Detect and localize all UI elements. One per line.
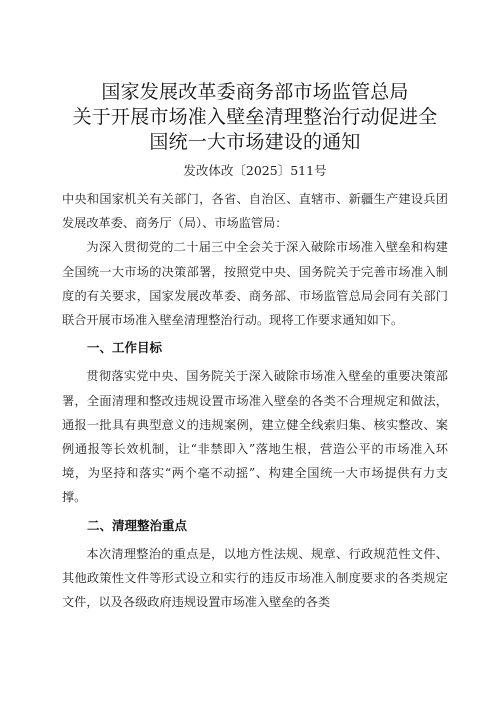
document-title bbox=[62, 80, 448, 155]
title-line-3: 国统一大市场建设的通知 bbox=[149, 131, 361, 153]
section-heading: 二、清理整治重点 bbox=[87, 517, 188, 533]
section-heading: 一、工作目标 bbox=[87, 340, 163, 356]
section-key-points bbox=[62, 514, 448, 615]
section-paragraph: 贯彻落实党中央、国务院关于深入破除市场准入壁垒的重要决策部署，全面清理和整改违规设置市场准入壁垒的各类不合理规定和做法，通报一批具有典型意义的违规案例，建立健全线索归集、核实整改、案例通报等长效机制，让“非禁即入”落地生根，营造公平的市场准入环境，为坚持和落实“两个毫不动摇”、构建全国统一大市场提供有力支撑。 bbox=[62, 369, 448, 505]
intro-paragraph: 为深入贯彻党的二十届三中全会关于深入破除市场准入壁垒和构建全国统一大市场的决策部署，按照党中央、国务院关于完善市场准入制度的有关要求，国家发展改革委、商务部、市场监管总局会同有关部门联合开展市场准入壁垒清理整治行动。现将工作要求通知如下。 bbox=[62, 240, 448, 328]
section-paragraph: 本次清理整治的重点是，以地方性法规、规章、行政规范性文件、其他政策性文件等形式设立和实行的违反市场准入制度要求的各类规定文件，以及各级政府违规设置市场准入壁垒的各类 bbox=[62, 546, 448, 610]
title-line-2: 关于开展市场准入壁垒清理整治行动促进全 bbox=[72, 106, 438, 128]
addressee-paragraph: 中央和国家机关有关部门，各省、自治区、直辖市、新疆生产建设兵团发展改革委、商务厅（局）、市场监管局： bbox=[62, 192, 448, 231]
title-line-1: 国家发展改革委商务部市场监管总局 bbox=[101, 81, 409, 103]
document-number: 发改体改〔2025〕511号 bbox=[183, 163, 327, 178]
section-work-goals bbox=[62, 336, 448, 509]
